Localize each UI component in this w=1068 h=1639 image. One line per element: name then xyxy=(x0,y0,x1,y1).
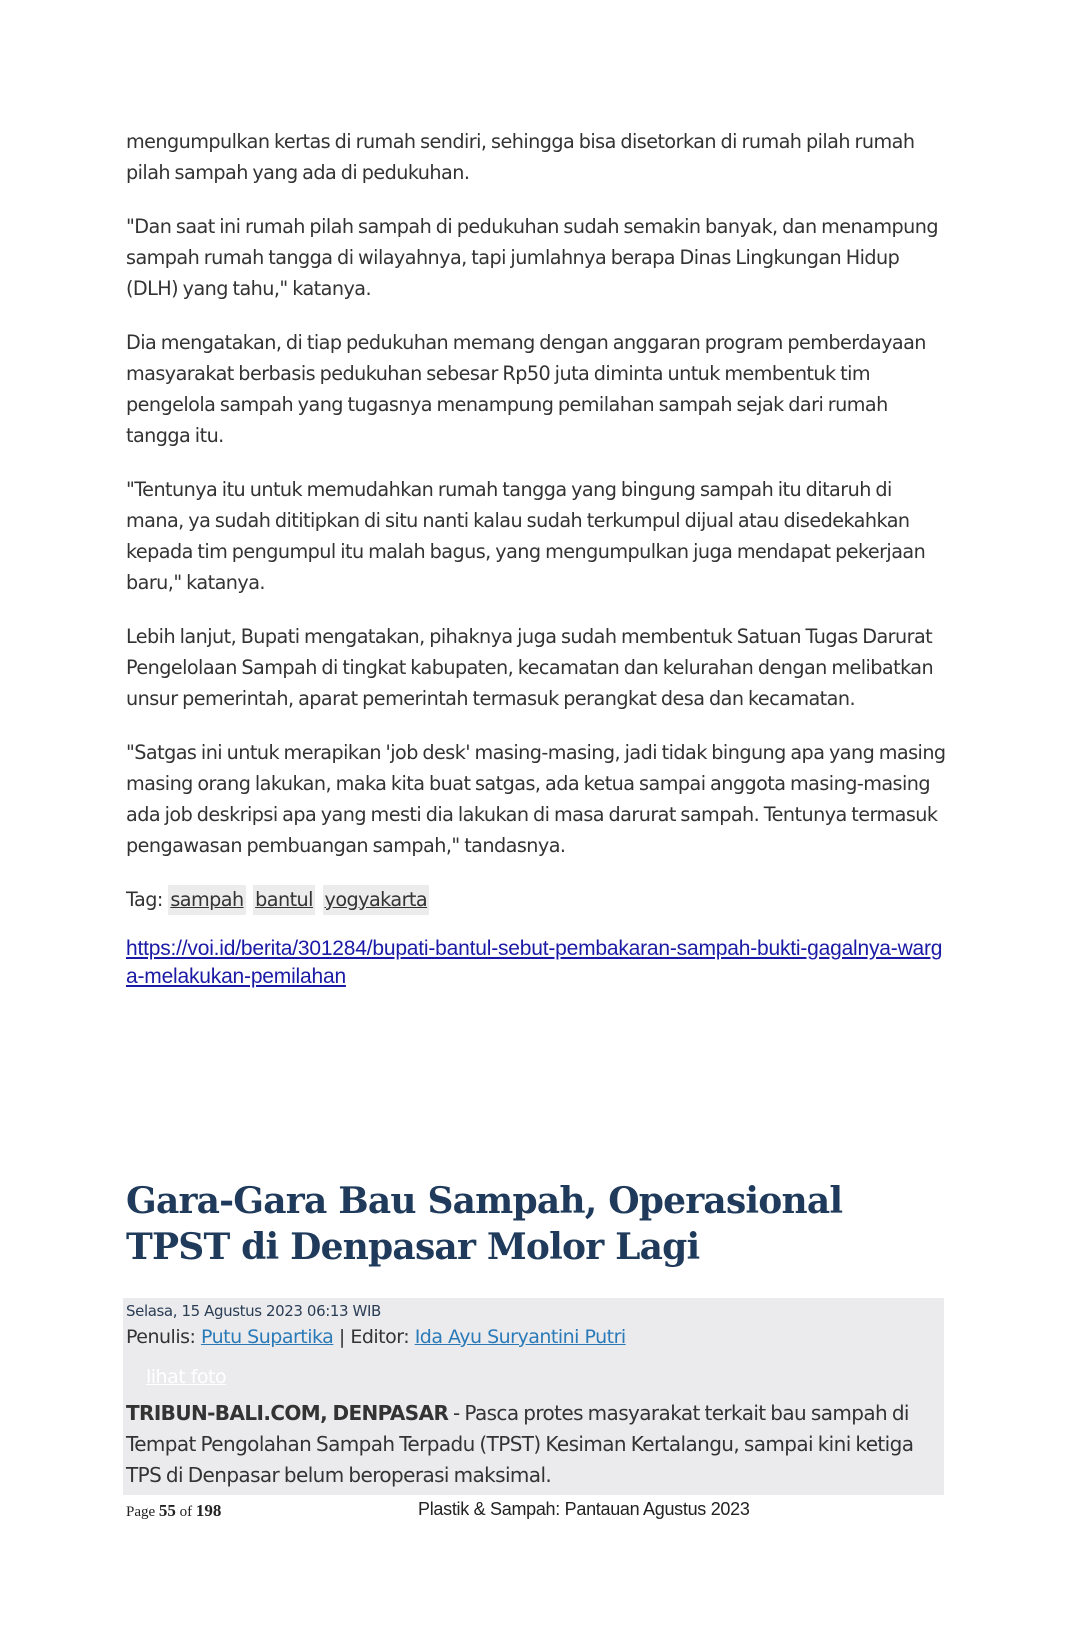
page-of: of xyxy=(179,1504,193,1520)
view-photo-link[interactable]: lihat foto xyxy=(146,1366,227,1388)
source-url-link[interactable]: https://voi.id/berita/301284/bupati-bantul-sebut-pembakaran-sampah-bukti-gagalnya-warga-melakukan-pemilahan xyxy=(126,937,943,988)
lead-text: Pasca protes masyarakat terkait bau sampah di Tempat Pengolahan Sampah Terpadu (TPST) Kesiman Kertalangu, sampai kini ketiga TPS di Denpasar belum beroperasi maksimal. xyxy=(126,1401,914,1487)
paragraph: Dia mengatakan, di tiap pedukuhan memang dengan anggaran program pemberdayaan masyarakat berbasis pedukuhan sebesar Rp50 juta diminta untuk membentuk tim pengelola sampah yang tugasnya menampung pemilahan sampah sejak dari rumah tangga itu. xyxy=(126,331,926,447)
article-2-title: Gara-Gara Bau Sampah, Operasional TPST di Denpasar Molor Lagi xyxy=(126,1180,843,1268)
page-word: Page xyxy=(126,1504,156,1520)
document-title: Plastik & Sampah: Pantauan Agustus 2023 xyxy=(418,1499,750,1519)
credits-line xyxy=(126,1326,626,1348)
page-current: 55 xyxy=(158,1501,176,1520)
paragraph: "Dan saat ini rumah pilah sampah di pedukuhan sudah semakin banyak, dan menampung sampah rumah tangga di wilayahnya, tapi jumlahnya berapa Dinas Lingkungan Hidup (DLH) yang tahu," katanya. xyxy=(126,215,938,300)
editor-link[interactable]: Ida Ayu Suryantini Putri xyxy=(414,1326,626,1348)
page-footer xyxy=(126,1499,946,1523)
dateline-dash: - xyxy=(448,1401,465,1425)
page-total: 198 xyxy=(195,1501,222,1520)
writer-label: Penulis: xyxy=(126,1326,196,1348)
credits-separator: | xyxy=(338,1326,345,1348)
tags-label: Tag: xyxy=(126,888,163,911)
writer-link[interactable]: Putu Supartika xyxy=(200,1326,334,1348)
article-2-lead xyxy=(126,1398,941,1491)
dateline: TRIBUN-BALI.COM, DENPASAR xyxy=(126,1401,449,1425)
paragraph: mengumpulkan kertas di rumah sendiri, sehingga bisa disetorkan di rumah pilah rumah pilah sampah yang ada di pedukuhan. xyxy=(126,130,915,184)
tag-yogyakarta[interactable]: yogyakarta xyxy=(323,885,430,915)
paragraph: "Tentunya itu untuk memudahkan rumah tangga yang bingung sampah itu ditaruh di mana, ya sudah dititipkan di situ nanti kalau sudah terkumpul dijual atau disedekahkan kepada tim pengumpul itu malah bagus, yang mengumpulkan juga mendapat pekerjaan baru," katanya. xyxy=(126,478,926,594)
paragraph: Lebih lanjut, Bupati mengatakan, pihaknya juga sudah membentuk Satuan Tugas Darurat Pengelolaan Sampah di tingkat kabupaten, kecamatan dan kelurahan dengan melibatkan unsur pemerintah, aparat pemerintah termasuk perangkat desa dan kecamatan. xyxy=(126,625,934,710)
tag-sampah[interactable]: sampah xyxy=(168,885,245,915)
tag-list xyxy=(126,884,946,915)
page-number xyxy=(126,1501,221,1521)
publish-date: Selasa, 15 Agustus 2023 06:13 WIB xyxy=(126,1302,381,1320)
editor-label: Editor: xyxy=(350,1326,410,1348)
paragraph: "Satgas ini untuk merapikan 'job desk' masing-masing, jadi tidak bingung apa yang masing masing orang lakukan, maka kita buat satgas, ada ketua sampai anggota masing-masing ada job deskripsi apa yang mesti dia lakukan di masa darurat sampah. Tentunya termasuk pengawasan pembuangan sampah," tandasnya. xyxy=(126,741,946,857)
article-2-meta-box xyxy=(123,1298,944,1495)
article-1-body xyxy=(126,126,946,991)
tag-bantul[interactable]: bantul xyxy=(253,885,315,915)
